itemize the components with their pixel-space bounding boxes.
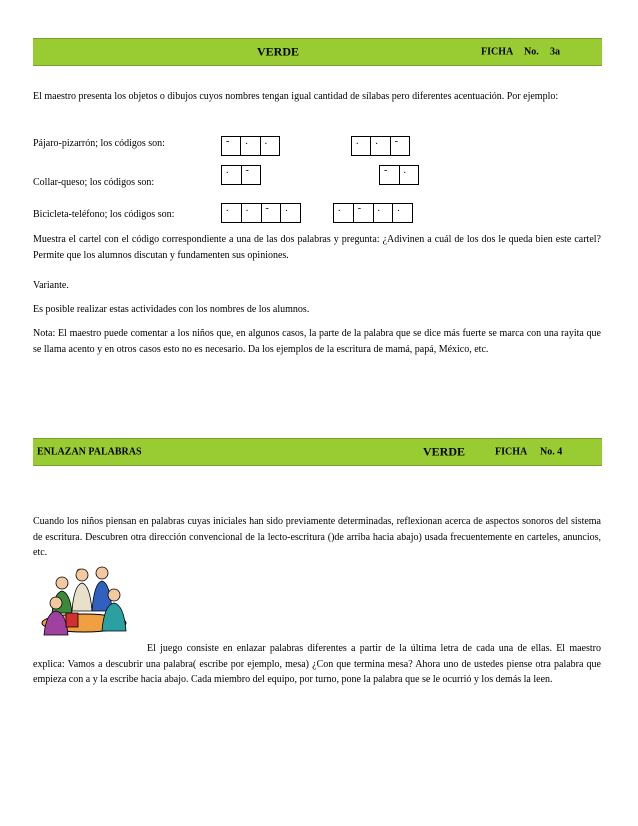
code-cell: - — [394, 136, 398, 147]
code-cell: . — [222, 166, 242, 184]
code-cell: . — [374, 204, 394, 222]
people-meeting-clipart-icon — [34, 551, 130, 645]
example-label: Pájaro-pizarrón; los códigos son: — [33, 138, 165, 149]
example-label: Bicicleta-teléfono; los códigos son: — [33, 209, 175, 220]
code-cell: . — [285, 203, 288, 214]
code-cell: . — [264, 136, 268, 147]
ficha-number: 3a — [550, 46, 560, 58]
code-cell: . — [352, 137, 371, 155]
nota-paragraph: Nota: El maestro puede comentar a los niños que, en algunos casos, la parte de la palabra que se dice más fuerte se marca con una rayita que se llama acento y en otros casos esto no es necesario. Da los ejemplos de la escritura de mamá, papá, México, etc. — [33, 328, 601, 355]
code-box — [351, 136, 410, 156]
game-text: El juego consiste en enlazar palabras diferentes a partir de la última letra de cada una de ellas. El maestro explica: Vamos a descubrir una palabra( escribe por ejemplo, mesa) ¿Con que termina mesa? Ahora uno de ustedes piense otra palabra que empieza con a y la escribe hacia abajo. Cada miembro del equipo, por turno, pone la palabra que se le ocurrió y los demás la leen. — [33, 643, 601, 685]
code-box — [221, 203, 301, 223]
section-title: ENLAZAN PALABRAS — [37, 446, 142, 458]
code-cell: . — [403, 165, 406, 176]
code-cell: . — [241, 137, 260, 155]
code-box — [333, 203, 413, 223]
ficha-label: FICHA — [481, 46, 514, 58]
ficha4-intro-paragraph: Cuando los niños piensan en palabras cuyas iniciales han sido previamente determinadas, reflexionan acerca de aspectos sonoros del sistema de escritura. Descubren otra dirección convencional de la lecto-escritura ()de arriba hacia abajo) usada frecuentemente en carteles, anuncios, etc. — [33, 516, 601, 558]
code-box — [379, 165, 419, 185]
code-cell: - — [262, 204, 282, 222]
code-cell: . — [397, 203, 400, 214]
ficha-3a-header-bar — [33, 38, 602, 66]
variante-text: Es posible realizar estas actividades con los nombres de los alumnos. — [33, 304, 310, 315]
code-cell: . — [242, 204, 262, 222]
code-cell: - — [245, 165, 249, 176]
code-cell: . — [371, 137, 390, 155]
ficha-4-header-bar — [33, 438, 602, 466]
code-box — [221, 136, 280, 156]
color-label: VERDE — [423, 444, 466, 459]
code-box — [221, 165, 261, 185]
code-cell: . — [334, 204, 354, 222]
code-cell: - — [222, 137, 241, 155]
intro-paragraph: El maestro presenta los objetos o dibujos cuyos nombres tengan igual cantidad de sílabas pero diferentes acentuación. Por ejemplo: — [33, 91, 559, 102]
ficha-label: FICHA — [495, 446, 528, 458]
code-cell: . — [222, 204, 242, 222]
example-label: Collar-queso; los códigos son: — [33, 177, 155, 188]
instruction-paragraph: Muestra el cartel con el código correspondiente a una de las dos palabras y pregunta: ¿Adivinen a cuál de los dos le queda bien este cartel? Permite que los alumnos discutan y fundamenten sus opiniones. — [33, 234, 601, 261]
code-cell: - — [354, 204, 374, 222]
variante-heading: Variante. — [33, 280, 69, 291]
ficha-number: No. 4 — [540, 446, 563, 458]
game-paragraph — [33, 641, 601, 688]
no-label: No. — [524, 46, 539, 58]
code-cell: - — [380, 166, 400, 184]
color-label: VERDE — [257, 44, 300, 59]
